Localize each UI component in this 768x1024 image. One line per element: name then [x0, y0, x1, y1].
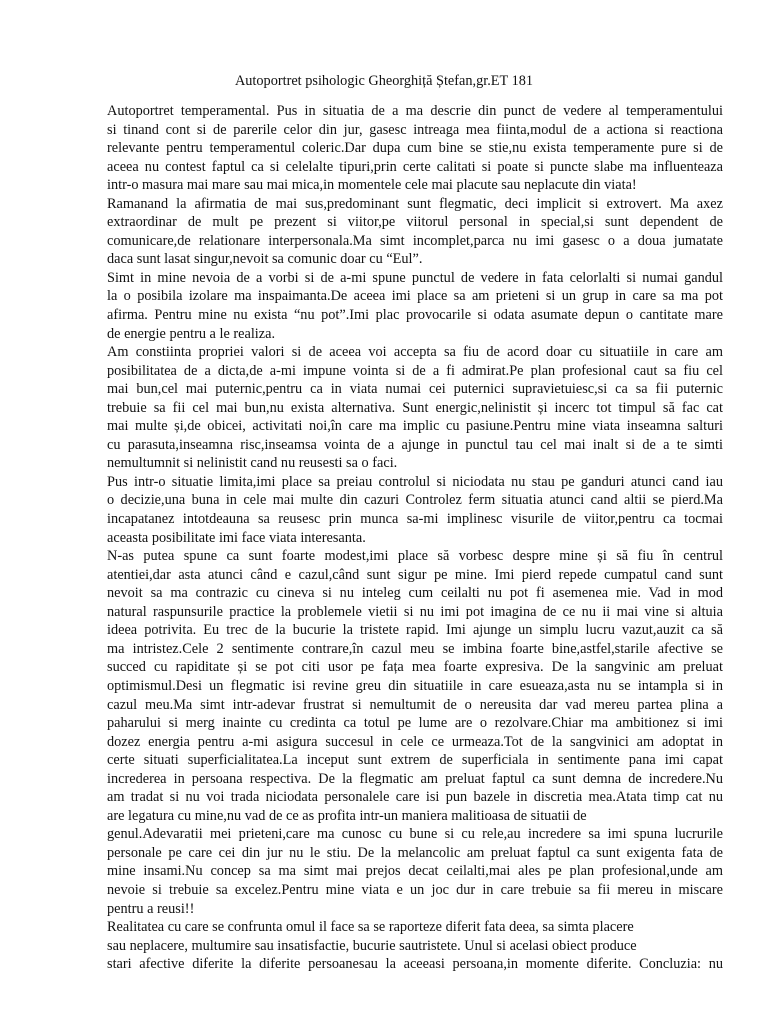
text-line: relevante pentru temperamentul coleric.Dar dupa cum bine se stie,nu exista temperamente pure si de [107, 140, 723, 157]
text-line: personale pe care cei din jur nu le stiu. De la melancolic am preluat faptul ca sunt exigenta fata de [107, 844, 723, 861]
text-line: Realitatea cu care se confrunta omul il face sa se raporteze diferit fata deea, sa simta placere [107, 919, 634, 936]
text-line: aceea nu contest faptul ca si celelalte tipuri,prin certe calitati si poate si puncte slabe ma influenteaza [107, 158, 723, 175]
text-line: cazul meu.Ma simt intr-adevar frustrat si nemultumit de o nereusita dar vad mereu partea plina a [107, 696, 723, 713]
text-line: cu parasuta,inseamna risc,inseamsa vointa de a ajunge in punctul tau cel mai inalt si de a te simti [107, 436, 723, 453]
text-line: N-as putea spune ca sunt foarte modest,imi place să vorbesc despre mine și să fiu în centrul [107, 548, 723, 565]
text-line: o decizie,una buna in cele mai multe din cazuri Controlez ferm situatia atunci cand altii se pierd.Ma [107, 492, 723, 509]
text-line: genul.Adevaratii mei prieteni,care ma cunosc cu bune si cu rele,au incredere sa imi spuna lucrurile [107, 826, 723, 843]
text-line: de energie pentru a le realiza. [107, 325, 276, 342]
text-line: Pus intr-o situatie limita,imi place sa preiau controlul si niciodata nu stau pe ganduri atunci cand iau [107, 473, 723, 490]
text-line: comunicare,de relationare interpersonala.Ma simt incomplet,parca nu imi gasesc o a doua jumatate [107, 232, 723, 249]
text-line: mai multe și,de obicei, activitati noi,în care ma implic cu pasiune.Pentru mine viata inseamna salturi [107, 418, 723, 435]
text-line: are legatura cu mine,nu vad de ce as profita intr-un maniera malitioasa de situatii de [107, 807, 587, 824]
text-line: sau neplacere, multumire sau insatisfactie, bucurie sautristete. Unul si acelasi obiect produce [107, 937, 637, 954]
text-line: ideea potrivita. Eu trec de la bucurie la tristete rapid. Imi ajunge un simplu lucru vazut,auzit ca să [107, 622, 723, 639]
text-line: la o posibila izolare ma inspaimanta.De aceea imi place sa am prieteni si un grup in care sa ma pot [107, 288, 723, 305]
text-line: nevoit sa ma contrazic cu cineva si nu inteleg cum ceilalti nu pot fi asemenea mie. Vad in mod [107, 585, 723, 602]
text-line: mai bun,cel mai puternic,pentru ca in viata numai cei puternici supravietuiesc,si ca sa fii puternic [107, 381, 723, 398]
text-line: aceasta posibilitate imi face viata interesanta. [107, 529, 366, 546]
text-line: natural raspunsurile practice la problemele vietii si nu imi pot imagina de ce nu ii mai vine si altuia [107, 603, 723, 620]
text-line: optimismul.Desi un flegmatic isi revine greu din situatiile in care esueaza,asta nu se intampla si in [107, 677, 723, 694]
text-line: afirma. Pentru mine nu exista “nu pot”.Imi plac provocarile si odata asumate depun o cantitate mare [107, 307, 723, 324]
text-line: incapatanez intotdeauna sa reusesc prin munca sa-mi implinesc visurile de viitor,pentru ca tocmai [107, 511, 723, 528]
document-title: Autoportret psihologic Gheorghiță Ștefan,gr.ET 181 [234, 73, 534, 89]
text-line: ma intristez.Cele 2 sentimente contrare,în cazul meu se imbina foarte bine,astfel,starile afective se [107, 640, 723, 657]
text-line: pentru a reusi!! [107, 900, 195, 917]
text-line: mine insami.Nu concep sa ma simt mai prejos decat ceilalti,mai ales pe plan profesional,unde am [107, 863, 723, 880]
text-line: Simt in mine nevoia de a vorbi si de a-mi spune punctul de vedere in fata celorlalti si numai gandul [107, 269, 723, 286]
text-line: Am constiinta propriei valori si de aceea voi accepta sa fiu de acord doar cu situatiile in care am [107, 344, 723, 361]
text-line: increderea in persoana respectiva. De la flegmatic am preluat faptul ca sunt demna de incredere.Nu [107, 770, 723, 787]
text-line: nemultumnit si nelinistit cand nu reusesti sa o faci. [107, 455, 398, 472]
text-line: Ramanand la afirmatia de mai sus,predominant sunt flegmatic, deci implicit si extrovert. Ma axez [107, 195, 723, 212]
text-line: posibilitatea de a dicta,de a-mi impune vointa si de a fi admirat.Pe plan profesional caut sa fiu cel [107, 362, 723, 379]
text-line: intr-o masura mai mare sau mai mica,in momentele cele mai placute sau neplacute din viata! [107, 177, 637, 194]
text-line: extraordinar de mult pe prezent si viitor,pe viitorul personal in special,si sunt dependent de [107, 214, 723, 231]
text-line: succed cu rapiditate și se pot citi usor pe fața mea foarte expresiva. De la sangvinic am preluat [107, 659, 723, 676]
text-line: stari afective diferite la diferite persoanesau la aceeasi persoana,in momente diferite. Concluzia: nu [107, 956, 723, 973]
text-line: daca sunt lasat singur,nevoit sa comunic doar cu “Eul”. [107, 251, 423, 268]
text-line: si tinand cont si de parerile celor din jur, gasesc intreaga mea fiinta,modul de a actiona si reactiona [107, 121, 723, 138]
text-line: Autoportret temperamental. Pus in situatia de a ma descrie din punct de vedere al temperamentului [107, 103, 723, 119]
text-line: atentiei,dar asta atunci când e cazul,când sunt sigur pe mine. Imi pierd repede cumpatul cand sunt [107, 566, 723, 583]
text-line: am tradat si nu voi trada niciodata personalele care isi pun bazele in discretia mea.Atata timp cat nu [107, 789, 723, 806]
text-line: nevoie si trebuie sa excelez.Pentru mine viata e un joc dur in care trebuie sa fii mereu in miscare [107, 881, 723, 898]
text-line: trebuie sa fii cel mai bun,nu exista alternativa. Sunt energic,nelinistit și incerc tot timpul să fac cat [107, 399, 723, 416]
document-body [107, 102, 723, 974]
text-line: certe situati superficialitatea.La inceput sunt extrem de superficiala in sentimente pana imi capat [107, 752, 723, 769]
text-line: paharului si merg inainte cu credinta ca totul pe lume are o rezolvare.Chiar ma ambitionez si imi [107, 715, 723, 732]
text-line: dozez energia pentru a-mi asigura succesul in cele ce urmeaza.Tot de la sangvinici am adoptat in [107, 733, 723, 750]
